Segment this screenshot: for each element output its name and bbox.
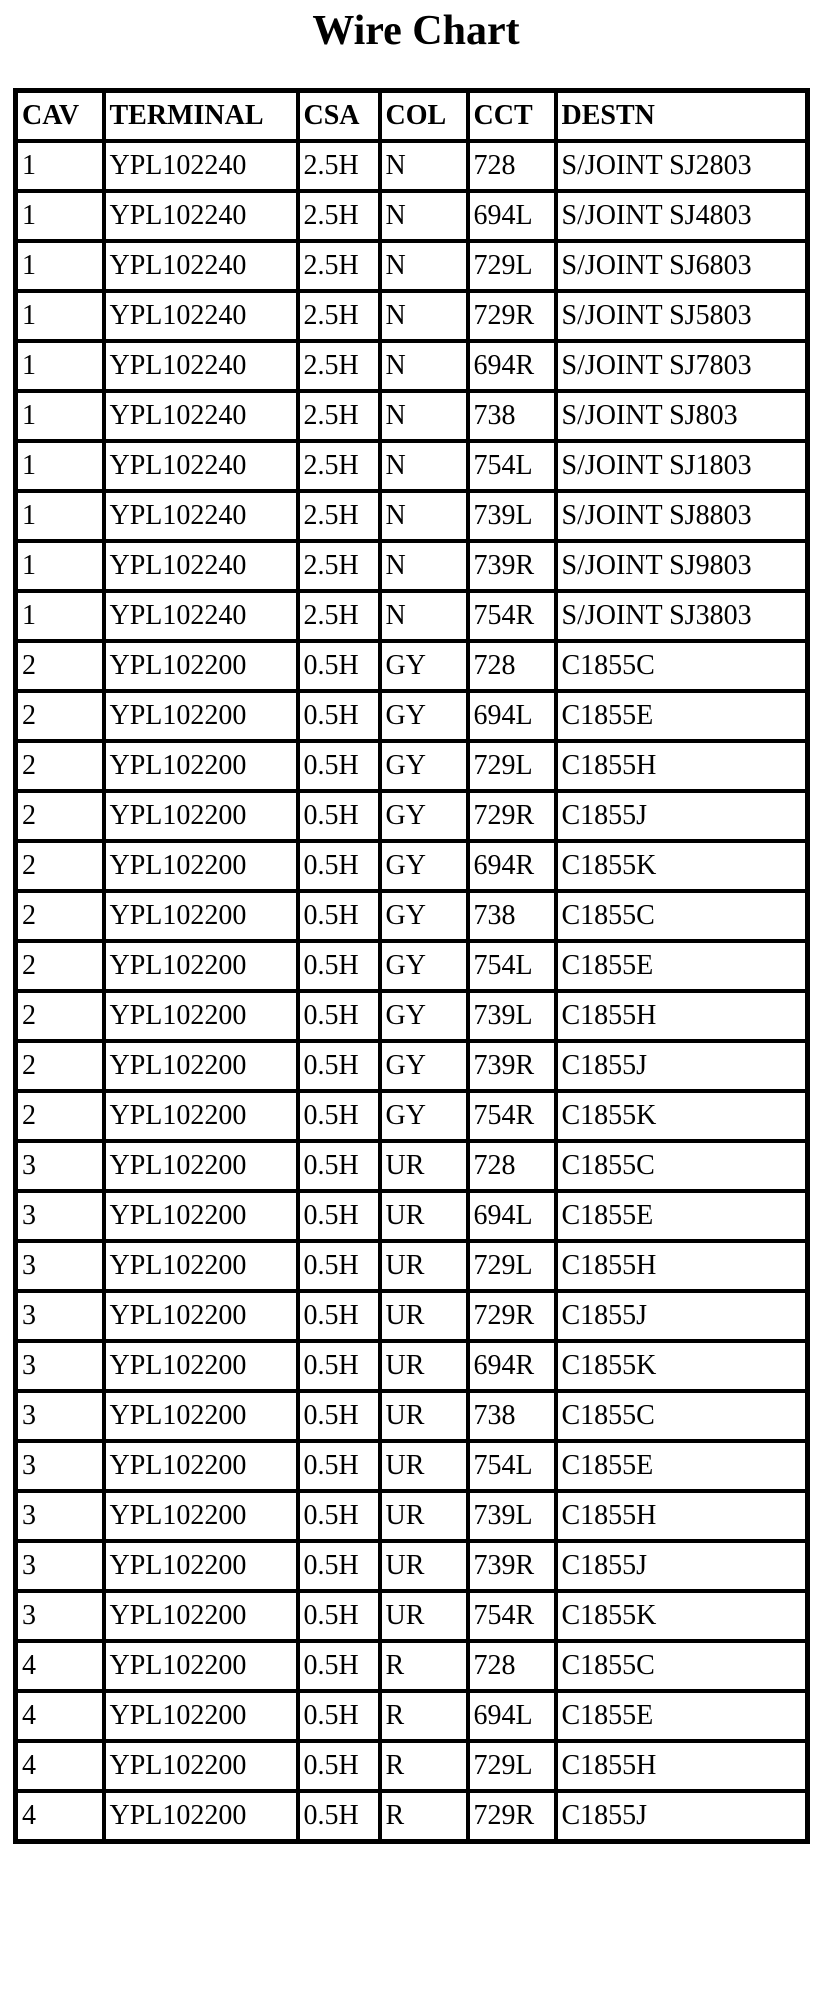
cell-col: N	[380, 591, 468, 641]
cell-cav: 3	[16, 1391, 104, 1441]
cell-cav: 3	[16, 1141, 104, 1191]
cell-destn: C1855H	[556, 1741, 808, 1791]
cell-csa: 0.5H	[298, 1291, 380, 1341]
cell-terminal: YPL102200	[104, 1691, 298, 1741]
cell-csa: 2.5H	[298, 391, 380, 441]
cell-col: N	[380, 141, 468, 191]
cell-cct: 729R	[468, 291, 556, 341]
cell-destn: S/JOINT SJ2803	[556, 141, 808, 191]
table-row	[16, 791, 808, 841]
cell-cav: 1	[16, 291, 104, 341]
cell-csa: 0.5H	[298, 691, 380, 741]
cell-destn: C1855C	[556, 1141, 808, 1191]
cell-cct: 739R	[468, 541, 556, 591]
cell-cav: 2	[16, 1041, 104, 1091]
cell-col: N	[380, 541, 468, 591]
cell-cct: 728	[468, 1641, 556, 1691]
cell-destn: C1855H	[556, 991, 808, 1041]
cell-cct: 694L	[468, 191, 556, 241]
cell-cct: 694L	[468, 1691, 556, 1741]
cell-cct: 694L	[468, 1191, 556, 1241]
cell-terminal: YPL102240	[104, 341, 298, 391]
cell-cct: 728	[468, 641, 556, 691]
cell-cav: 3	[16, 1491, 104, 1541]
cell-cct: 729L	[468, 241, 556, 291]
cell-csa: 0.5H	[298, 1641, 380, 1691]
table-body	[16, 141, 808, 1842]
cell-terminal: YPL102240	[104, 441, 298, 491]
cell-col: N	[380, 491, 468, 541]
cell-terminal: YPL102200	[104, 791, 298, 841]
wire-chart-table	[13, 88, 810, 1844]
cell-cav: 2	[16, 741, 104, 791]
cell-cav: 2	[16, 691, 104, 741]
cell-destn: C1855K	[556, 1341, 808, 1391]
table-row	[16, 1591, 808, 1641]
table-row	[16, 1641, 808, 1691]
cell-cav: 2	[16, 941, 104, 991]
cell-cav: 4	[16, 1641, 104, 1691]
cell-cav: 3	[16, 1241, 104, 1291]
cell-col: GY	[380, 741, 468, 791]
cell-terminal: YPL102200	[104, 1341, 298, 1391]
cell-col: N	[380, 441, 468, 491]
cell-csa: 0.5H	[298, 1791, 380, 1842]
cell-csa: 0.5H	[298, 1241, 380, 1291]
cell-csa: 0.5H	[298, 1141, 380, 1191]
cell-terminal: YPL102200	[104, 1091, 298, 1141]
cell-destn: C1855K	[556, 1091, 808, 1141]
cell-terminal: YPL102200	[104, 641, 298, 691]
cell-destn: S/JOINT SJ7803	[556, 341, 808, 391]
page-title: Wire Chart	[312, 8, 520, 54]
table-row	[16, 1141, 808, 1191]
cell-destn: C1855C	[556, 641, 808, 691]
cell-cct: 739L	[468, 1491, 556, 1541]
cell-destn: C1855E	[556, 1191, 808, 1241]
cell-destn: S/JOINT SJ1803	[556, 441, 808, 491]
cell-csa: 0.5H	[298, 1591, 380, 1641]
table-row	[16, 541, 808, 591]
cell-col: N	[380, 291, 468, 341]
cell-csa: 2.5H	[298, 541, 380, 591]
cell-csa: 2.5H	[298, 291, 380, 341]
cell-csa: 2.5H	[298, 141, 380, 191]
cell-destn: S/JOINT SJ803	[556, 391, 808, 441]
table-row	[16, 491, 808, 541]
cell-csa: 0.5H	[298, 1691, 380, 1741]
column-header-col: COL	[380, 91, 468, 142]
cell-cav: 1	[16, 491, 104, 541]
cell-destn: C1855C	[556, 1641, 808, 1691]
cell-terminal: YPL102200	[104, 941, 298, 991]
cell-csa: 2.5H	[298, 441, 380, 491]
table-row	[16, 591, 808, 641]
cell-csa: 0.5H	[298, 1041, 380, 1091]
table-row	[16, 241, 808, 291]
cell-csa: 0.5H	[298, 1391, 380, 1441]
cell-csa: 0.5H	[298, 641, 380, 691]
cell-csa: 0.5H	[298, 1091, 380, 1141]
cell-terminal: YPL102200	[104, 1491, 298, 1541]
cell-cct: 729L	[468, 741, 556, 791]
cell-col: GY	[380, 941, 468, 991]
cell-csa: 0.5H	[298, 1491, 380, 1541]
table-row	[16, 691, 808, 741]
cell-cct: 739R	[468, 1041, 556, 1091]
header-row	[16, 91, 808, 142]
cell-terminal: YPL102200	[104, 991, 298, 1041]
cell-col: N	[380, 391, 468, 441]
table-row	[16, 1791, 808, 1842]
cell-destn: S/JOINT SJ4803	[556, 191, 808, 241]
cell-col: GY	[380, 991, 468, 1041]
cell-terminal: YPL102200	[104, 1191, 298, 1241]
cell-terminal: YPL102200	[104, 841, 298, 891]
cell-cct: 738	[468, 391, 556, 441]
cell-col: GY	[380, 691, 468, 741]
cell-csa: 2.5H	[298, 491, 380, 541]
cell-col: UR	[380, 1491, 468, 1541]
cell-cct: 694R	[468, 841, 556, 891]
table-row	[16, 291, 808, 341]
cell-cct: 754L	[468, 941, 556, 991]
cell-destn: C1855J	[556, 791, 808, 841]
cell-terminal: YPL102240	[104, 241, 298, 291]
cell-cct: 729R	[468, 791, 556, 841]
table-row	[16, 441, 808, 491]
cell-destn: C1855J	[556, 1791, 808, 1842]
table-row	[16, 841, 808, 891]
cell-cav: 2	[16, 791, 104, 841]
cell-cav: 3	[16, 1341, 104, 1391]
cell-cct: 754R	[468, 1591, 556, 1641]
cell-cct: 754R	[468, 1091, 556, 1141]
cell-terminal: YPL102200	[104, 1241, 298, 1291]
cell-csa: 2.5H	[298, 241, 380, 291]
cell-cct: 754R	[468, 591, 556, 641]
cell-csa: 2.5H	[298, 591, 380, 641]
cell-cct: 729R	[468, 1791, 556, 1842]
cell-terminal: YPL102240	[104, 491, 298, 541]
cell-csa: 0.5H	[298, 1441, 380, 1491]
table-row	[16, 1391, 808, 1441]
cell-terminal: YPL102200	[104, 1791, 298, 1842]
cell-col: UR	[380, 1191, 468, 1241]
cell-col: UR	[380, 1541, 468, 1591]
cell-csa: 0.5H	[298, 791, 380, 841]
cell-terminal: YPL102200	[104, 691, 298, 741]
cell-cct: 739L	[468, 991, 556, 1041]
cell-col: R	[380, 1741, 468, 1791]
cell-cav: 4	[16, 1791, 104, 1842]
cell-terminal: YPL102200	[104, 1591, 298, 1641]
column-header-destn: DESTN	[556, 91, 808, 142]
cell-destn: S/JOINT SJ6803	[556, 241, 808, 291]
cell-col: UR	[380, 1241, 468, 1291]
cell-col: N	[380, 341, 468, 391]
cell-destn: S/JOINT SJ3803	[556, 591, 808, 641]
cell-col: R	[380, 1691, 468, 1741]
cell-terminal: YPL102200	[104, 1141, 298, 1191]
cell-terminal: YPL102200	[104, 891, 298, 941]
table-row	[16, 141, 808, 191]
cell-cav: 1	[16, 191, 104, 241]
cell-terminal: YPL102200	[104, 1391, 298, 1441]
table-row	[16, 891, 808, 941]
cell-destn: C1855J	[556, 1541, 808, 1591]
cell-col: N	[380, 241, 468, 291]
cell-terminal: YPL102200	[104, 1041, 298, 1091]
cell-col: GY	[380, 1041, 468, 1091]
cell-destn: C1855H	[556, 1241, 808, 1291]
cell-cct: 738	[468, 891, 556, 941]
column-header-csa: CSA	[298, 91, 380, 142]
cell-destn: S/JOINT SJ8803	[556, 491, 808, 541]
table-row	[16, 1741, 808, 1791]
cell-col: GY	[380, 841, 468, 891]
cell-cav: 1	[16, 541, 104, 591]
table-row	[16, 1041, 808, 1091]
table-row	[16, 1691, 808, 1741]
cell-col: UR	[380, 1141, 468, 1191]
cell-destn: C1855H	[556, 741, 808, 791]
cell-csa: 0.5H	[298, 941, 380, 991]
table-row	[16, 991, 808, 1041]
cell-csa: 0.5H	[298, 991, 380, 1041]
cell-cav: 3	[16, 1441, 104, 1491]
cell-cav: 4	[16, 1741, 104, 1791]
cell-col: UR	[380, 1441, 468, 1491]
cell-col: R	[380, 1791, 468, 1842]
cell-col: GY	[380, 1091, 468, 1141]
cell-cav: 3	[16, 1291, 104, 1341]
table-row	[16, 1541, 808, 1591]
table-row	[16, 1191, 808, 1241]
cell-csa: 2.5H	[298, 341, 380, 391]
cell-csa: 0.5H	[298, 841, 380, 891]
cell-col: UR	[380, 1391, 468, 1441]
cell-cav: 2	[16, 841, 104, 891]
table-row	[16, 1341, 808, 1391]
cell-col: N	[380, 191, 468, 241]
table-row	[16, 1291, 808, 1341]
cell-csa: 0.5H	[298, 1541, 380, 1591]
table-row	[16, 1491, 808, 1541]
cell-cct: 739L	[468, 491, 556, 541]
cell-col: GY	[380, 791, 468, 841]
cell-destn: C1855K	[556, 1591, 808, 1641]
cell-terminal: YPL102240	[104, 541, 298, 591]
cell-terminal: YPL102200	[104, 1291, 298, 1341]
cell-cct: 728	[468, 141, 556, 191]
cell-destn: C1855J	[556, 1291, 808, 1341]
table-row	[16, 941, 808, 991]
table-row	[16, 641, 808, 691]
cell-col: UR	[380, 1591, 468, 1641]
cell-destn: C1855E	[556, 691, 808, 741]
cell-csa: 0.5H	[298, 1191, 380, 1241]
cell-csa: 0.5H	[298, 1741, 380, 1791]
cell-cav: 1	[16, 341, 104, 391]
cell-destn: C1855J	[556, 1041, 808, 1091]
cell-cct: 729L	[468, 1241, 556, 1291]
cell-csa: 2.5H	[298, 191, 380, 241]
cell-col: GY	[380, 891, 468, 941]
cell-cav: 1	[16, 591, 104, 641]
table-row	[16, 1241, 808, 1291]
column-header-cct: CCT	[468, 91, 556, 142]
cell-cct: 739R	[468, 1541, 556, 1591]
cell-destn: C1855C	[556, 1391, 808, 1441]
cell-cct: 694R	[468, 1341, 556, 1391]
cell-cct: 694R	[468, 341, 556, 391]
cell-cct: 728	[468, 1141, 556, 1191]
cell-terminal: YPL102240	[104, 391, 298, 441]
cell-terminal: YPL102200	[104, 1441, 298, 1491]
cell-cav: 4	[16, 1691, 104, 1741]
cell-csa: 0.5H	[298, 1341, 380, 1391]
cell-cav: 2	[16, 991, 104, 1041]
cell-destn: C1855E	[556, 1441, 808, 1491]
cell-destn: S/JOINT SJ9803	[556, 541, 808, 591]
table-row	[16, 1091, 808, 1141]
cell-cav: 3	[16, 1191, 104, 1241]
cell-terminal: YPL102200	[104, 1641, 298, 1691]
cell-cav: 2	[16, 641, 104, 691]
cell-cct: 694L	[468, 691, 556, 741]
cell-cav: 3	[16, 1541, 104, 1591]
cell-csa: 0.5H	[298, 741, 380, 791]
cell-cct: 738	[468, 1391, 556, 1441]
cell-terminal: YPL102240	[104, 291, 298, 341]
cell-destn: C1855H	[556, 1491, 808, 1541]
column-header-terminal: TERMINAL	[104, 91, 298, 142]
cell-col: UR	[380, 1291, 468, 1341]
table-row	[16, 341, 808, 391]
cell-terminal: YPL102200	[104, 741, 298, 791]
cell-cav: 1	[16, 141, 104, 191]
cell-destn: C1855E	[556, 1691, 808, 1741]
cell-destn: C1855C	[556, 891, 808, 941]
cell-terminal: YPL102240	[104, 141, 298, 191]
table-row	[16, 1441, 808, 1491]
cell-destn: C1855K	[556, 841, 808, 891]
cell-cct: 754L	[468, 1441, 556, 1491]
column-header-cav: CAV	[16, 91, 104, 142]
cell-col: GY	[380, 641, 468, 691]
cell-destn: C1855E	[556, 941, 808, 991]
table-row	[16, 191, 808, 241]
cell-terminal: YPL102240	[104, 191, 298, 241]
cell-cav: 1	[16, 441, 104, 491]
cell-cct: 729L	[468, 1741, 556, 1791]
cell-cav: 1	[16, 391, 104, 441]
cell-terminal: YPL102200	[104, 1741, 298, 1791]
cell-terminal: YPL102200	[104, 1541, 298, 1591]
cell-cav: 3	[16, 1591, 104, 1641]
table-row	[16, 391, 808, 441]
cell-cav: 1	[16, 241, 104, 291]
cell-cct: 729R	[468, 1291, 556, 1341]
cell-destn: S/JOINT SJ5803	[556, 291, 808, 341]
table-row	[16, 741, 808, 791]
cell-col: R	[380, 1641, 468, 1691]
cell-terminal: YPL102240	[104, 591, 298, 641]
cell-csa: 0.5H	[298, 891, 380, 941]
cell-cav: 2	[16, 1091, 104, 1141]
cell-cav: 2	[16, 891, 104, 941]
cell-col: UR	[380, 1341, 468, 1391]
cell-cct: 754L	[468, 441, 556, 491]
